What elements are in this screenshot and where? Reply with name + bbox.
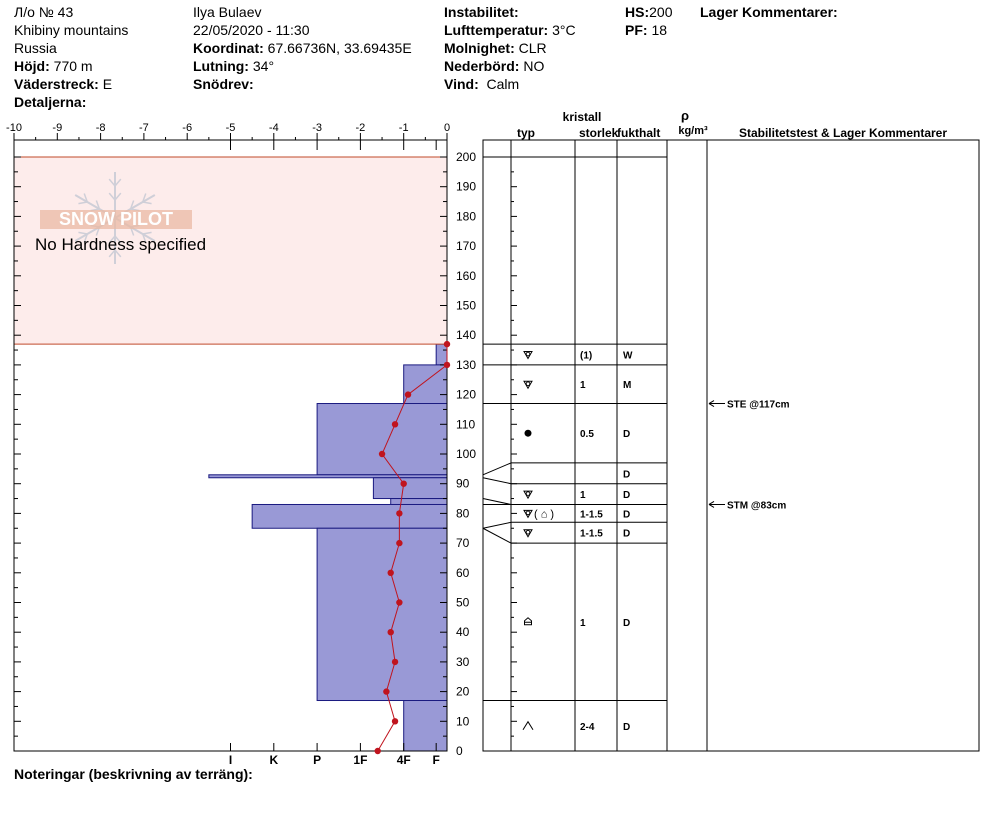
hardness-tick-label: I bbox=[228, 753, 233, 767]
grain-size-cell: (1) bbox=[580, 350, 593, 362]
header-field-value: 18 bbox=[647, 22, 668, 38]
rounding-facet-icon bbox=[525, 618, 532, 625]
header-field-value: CLR bbox=[514, 40, 547, 56]
header-field-value: Khibiny mountains bbox=[14, 22, 129, 38]
header-field-label: Lufttemperatur: bbox=[444, 22, 549, 38]
temp-tick-label: 0 bbox=[443, 122, 451, 134]
temperature-point bbox=[396, 540, 402, 546]
faceted-round-mixed-icon bbox=[524, 508, 554, 520]
density-unit: kg/m³ bbox=[678, 125, 708, 137]
density-symbol: ρ bbox=[680, 108, 690, 123]
temp-tick-label: -1 bbox=[398, 122, 409, 134]
header-field-label: HS: bbox=[625, 4, 650, 20]
header-field-value: NO bbox=[519, 58, 545, 74]
height-tick-label: 130 bbox=[456, 357, 477, 372]
faceted-round-icon bbox=[524, 381, 532, 388]
header-field-value: Ilya Bulaev bbox=[193, 4, 262, 20]
height-tick-label: 30 bbox=[456, 654, 470, 669]
header-field-label: Koordinat: bbox=[193, 40, 264, 56]
layer-connector-line bbox=[483, 499, 511, 505]
height-tick-label: 200 bbox=[456, 150, 477, 164]
height-tick-label: 140 bbox=[456, 328, 477, 343]
hardness-layer-bar bbox=[436, 344, 447, 365]
header-field-value: Russia bbox=[14, 40, 57, 56]
grain-size-cell: 1 bbox=[580, 617, 586, 629]
rounding-facet-rounded-icon bbox=[524, 530, 532, 537]
temperature-point bbox=[392, 421, 398, 427]
svg-text:( ⌂ ): ( ⌂ ) bbox=[534, 508, 555, 521]
moisture-cell: D bbox=[623, 490, 631, 502]
temperature-point bbox=[379, 451, 385, 457]
grain-size-cell: 1 bbox=[580, 490, 586, 502]
table-frame bbox=[483, 140, 979, 751]
kristall-header: kristall bbox=[562, 110, 602, 124]
hardness-tick-label: 4F bbox=[396, 753, 411, 767]
header-field-label: Lutning: bbox=[193, 58, 249, 74]
hardness-tick-label: P bbox=[313, 753, 322, 767]
header-field-label: PF: bbox=[625, 22, 648, 38]
temperature-point bbox=[383, 688, 389, 694]
height-tick-label: 0 bbox=[456, 744, 463, 758]
storlek-header: storlek bbox=[579, 126, 619, 140]
temperature-point bbox=[401, 481, 407, 487]
hardness-layer-bar bbox=[391, 499, 447, 505]
temperature-point bbox=[392, 718, 398, 724]
height-tick-label: 150 bbox=[456, 298, 477, 313]
height-tick-label: 190 bbox=[456, 179, 477, 194]
temperature-point bbox=[388, 629, 394, 635]
temp-tick-label: -2 bbox=[355, 122, 366, 134]
grain-size-cell: 1 bbox=[580, 380, 586, 392]
hardness-tick-label: F bbox=[432, 753, 440, 767]
hardness-layer-bar bbox=[404, 365, 447, 404]
header-field-value: 67.66736N, 33.69435E bbox=[263, 40, 412, 56]
fukthalt-header: fukthalt bbox=[617, 126, 661, 140]
temp-tick-label: -4 bbox=[268, 122, 279, 134]
temperature-point bbox=[444, 341, 450, 347]
hardness-layer-bar bbox=[252, 504, 447, 528]
temp-tick-label: -7 bbox=[139, 122, 149, 134]
temperature-point bbox=[396, 510, 402, 516]
layer-connector-line bbox=[483, 463, 511, 475]
height-tick-label: 90 bbox=[456, 476, 470, 491]
grain-size-cell: 0.5 bbox=[580, 429, 594, 441]
height-tick-label: 170 bbox=[456, 239, 477, 254]
layer-connector-line bbox=[483, 478, 511, 484]
moisture-cell: M bbox=[623, 380, 632, 392]
hardness-tick-label: K bbox=[269, 753, 279, 767]
header-field-label: Nederbörd: bbox=[444, 58, 520, 74]
height-tick-label: 120 bbox=[456, 387, 477, 402]
no-hardness-label: No Hardness specified bbox=[35, 235, 207, 254]
notes-label: Noteringar (beskrivning av terräng): bbox=[14, 766, 253, 782]
hardness-tick-label: 1F bbox=[353, 753, 368, 767]
moisture-cell: D bbox=[623, 617, 631, 629]
height-tick-label: 50 bbox=[456, 595, 470, 610]
header-field-label: Vind: bbox=[444, 76, 479, 92]
height-tick-label: 100 bbox=[456, 447, 477, 461]
temp-tick-label: -8 bbox=[95, 122, 106, 134]
watermark-text: SNOW PILOT bbox=[59, 209, 173, 229]
height-tick-label: 10 bbox=[456, 714, 470, 729]
stability-test-label: STM @83cm bbox=[727, 500, 787, 512]
header-field-value: 3°C bbox=[548, 22, 576, 38]
typ-header: typ bbox=[517, 126, 535, 140]
header-field-value: 200 bbox=[649, 4, 673, 20]
header-field-label: Instabilitet: bbox=[444, 4, 519, 20]
comments-header: Stabilitetstest & Lager Kommentarer bbox=[738, 126, 948, 140]
height-tick-label: 70 bbox=[456, 536, 470, 551]
depth-hoar-icon bbox=[523, 722, 533, 730]
stability-test-label: STE @117cm bbox=[727, 399, 790, 411]
temp-tick-label: -10 bbox=[6, 122, 22, 134]
moisture-cell: D bbox=[623, 429, 631, 441]
moisture-cell: D bbox=[623, 509, 631, 521]
grain-size-cell: 2-4 bbox=[580, 721, 595, 733]
faceted-round-icon bbox=[524, 491, 532, 498]
round-icon bbox=[525, 430, 532, 437]
layer-connector-line bbox=[483, 528, 511, 543]
header-field-value: E bbox=[98, 76, 113, 92]
layer-connector-line bbox=[483, 522, 511, 528]
header-field-value: 22/05/2020 - 11:30 bbox=[193, 22, 310, 38]
header-field-value: 34° bbox=[248, 58, 275, 74]
hardness-layer-bar bbox=[317, 404, 447, 475]
header-field-value: Calm bbox=[478, 76, 520, 92]
height-tick-label: 20 bbox=[456, 684, 470, 699]
header-field-label: Molnighet: bbox=[444, 40, 515, 56]
header-field-label: Detaljerna: bbox=[14, 94, 87, 110]
temperature-point bbox=[388, 570, 394, 576]
temp-tick-label: -6 bbox=[182, 122, 193, 134]
temperature-point bbox=[396, 599, 402, 605]
header-field-value: 770 m bbox=[49, 58, 93, 74]
header-field-label: Väderstreck: bbox=[14, 76, 99, 92]
height-tick-label: 80 bbox=[456, 506, 470, 521]
temperature-point bbox=[444, 362, 450, 368]
temperature-point bbox=[392, 659, 398, 665]
grain-size-cell: 1-1.5 bbox=[580, 509, 603, 521]
faceted-round-icon bbox=[524, 352, 532, 359]
temp-tick-label: -3 bbox=[312, 122, 322, 134]
moisture-cell: W bbox=[623, 350, 633, 362]
temperature-point bbox=[405, 391, 411, 397]
header-field-label: Snödrev: bbox=[193, 76, 254, 92]
height-tick-label: 110 bbox=[456, 417, 476, 432]
height-tick-label: 180 bbox=[456, 209, 477, 224]
hardness-layer-bar bbox=[373, 478, 447, 499]
grain-size-cell: 1-1.5 bbox=[580, 528, 603, 540]
moisture-cell: D bbox=[623, 469, 631, 481]
moisture-cell: D bbox=[623, 721, 631, 733]
height-tick-label: 60 bbox=[456, 565, 470, 580]
temperature-point bbox=[375, 748, 381, 754]
header-field-label: Höjd: bbox=[14, 58, 50, 74]
height-tick-label: 160 bbox=[456, 268, 477, 283]
header-field-value: Л/о № 43 bbox=[14, 4, 74, 20]
hardness-layer-bar bbox=[404, 701, 447, 751]
moisture-cell: D bbox=[623, 528, 631, 540]
header-field-label: Lager Kommentarer: bbox=[700, 4, 838, 20]
temp-tick-label: -9 bbox=[52, 122, 63, 134]
hardness-layer-bar bbox=[317, 528, 447, 700]
height-tick-label: 40 bbox=[456, 625, 470, 640]
temp-tick-label: -5 bbox=[225, 122, 236, 134]
